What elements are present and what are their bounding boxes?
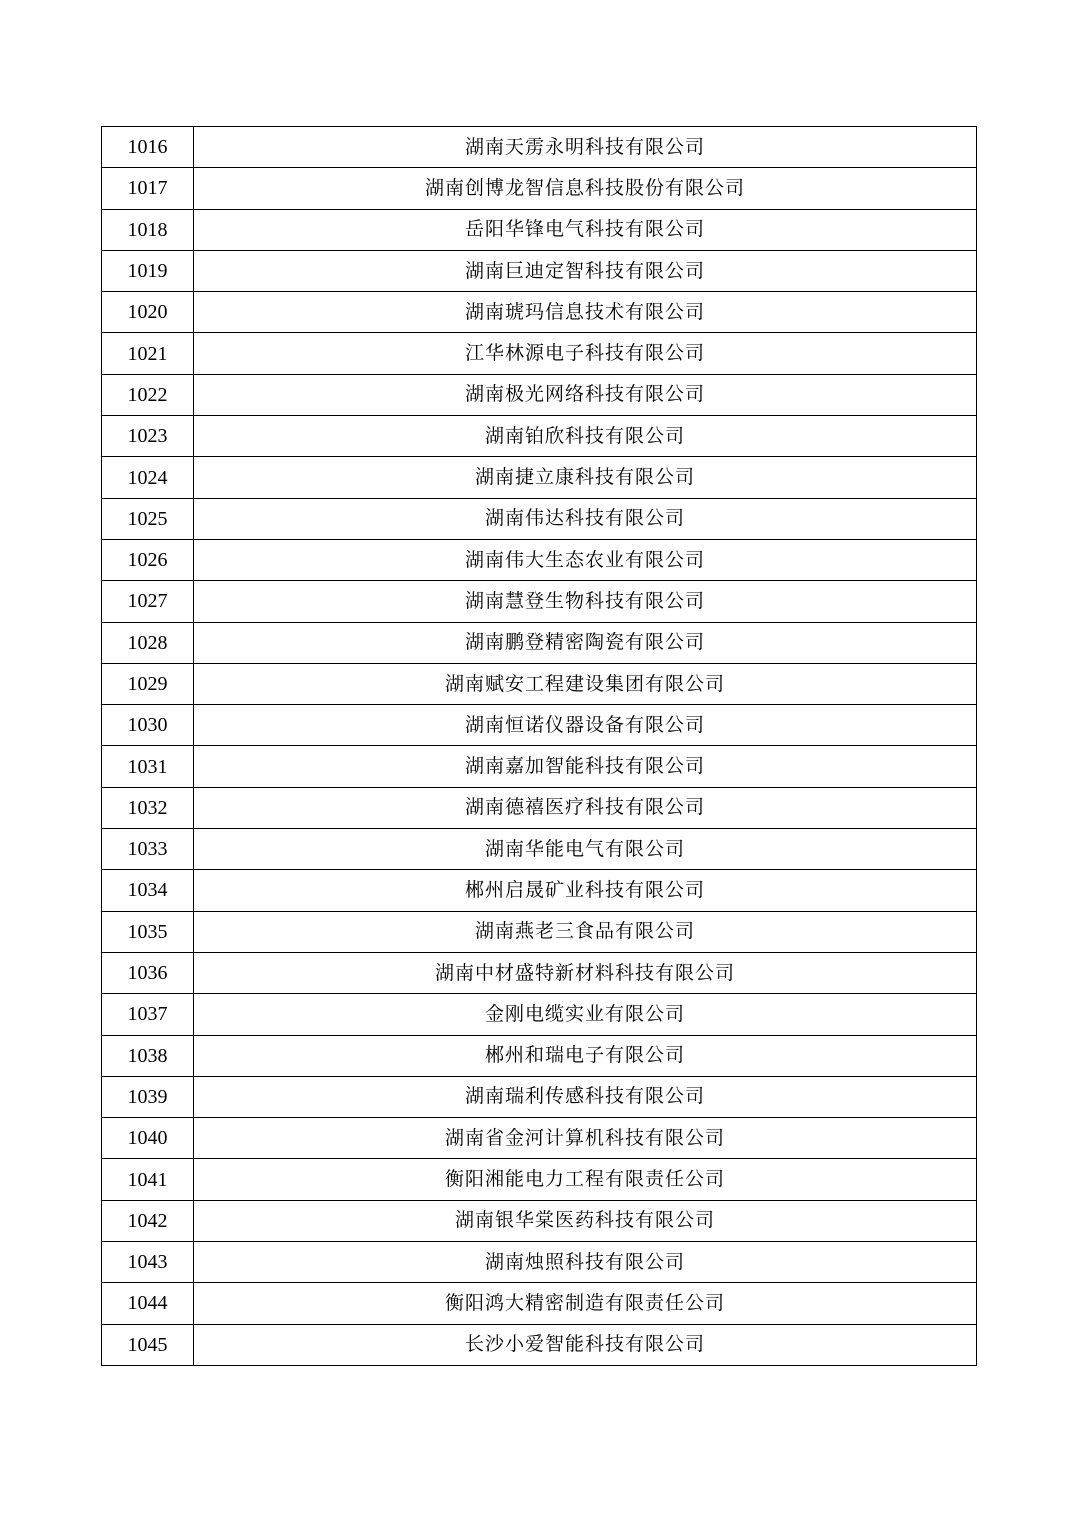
company-name: 湖南华能电气有限公司 <box>194 829 977 870</box>
row-number: 1030 <box>102 705 194 746</box>
company-name: 湖南赋安工程建设集团有限公司 <box>194 663 977 704</box>
company-name: 湖南中材盛特新材料科技有限公司 <box>194 952 977 993</box>
company-name: 湖南德禧医疗科技有限公司 <box>194 787 977 828</box>
row-number: 1027 <box>102 581 194 622</box>
row-number: 1040 <box>102 1118 194 1159</box>
row-number: 1031 <box>102 746 194 787</box>
company-name: 湖南创博龙智信息科技股份有限公司 <box>194 168 977 209</box>
company-name: 湖南慧登生物科技有限公司 <box>194 581 977 622</box>
company-name: 湖南银华棠医药科技有限公司 <box>194 1200 977 1241</box>
row-number: 1038 <box>102 1035 194 1076</box>
row-number: 1023 <box>102 416 194 457</box>
company-name: 金刚电缆实业有限公司 <box>194 994 977 1035</box>
row-number: 1039 <box>102 1076 194 1117</box>
company-name: 湖南铂欣科技有限公司 <box>194 416 977 457</box>
table-row <box>102 1283 977 1324</box>
company-name: 湖南鹏登精密陶瓷有限公司 <box>194 622 977 663</box>
table-body <box>102 127 977 1366</box>
company-list-table <box>101 126 977 1366</box>
table-row <box>102 911 977 952</box>
row-number: 1028 <box>102 622 194 663</box>
row-number: 1035 <box>102 911 194 952</box>
table-row <box>102 622 977 663</box>
table-row <box>102 663 977 704</box>
company-name: 湖南伟大生态农业有限公司 <box>194 539 977 580</box>
row-number: 1020 <box>102 292 194 333</box>
table-row <box>102 952 977 993</box>
company-name: 湖南烛照科技有限公司 <box>194 1242 977 1283</box>
row-number: 1018 <box>102 209 194 250</box>
table-row <box>102 539 977 580</box>
table-row <box>102 416 977 457</box>
company-name: 郴州启晟矿业科技有限公司 <box>194 870 977 911</box>
table-row <box>102 250 977 291</box>
company-name: 湖南巨迪定智科技有限公司 <box>194 250 977 291</box>
company-name: 湖南天雳永明科技有限公司 <box>194 127 977 168</box>
table-row <box>102 746 977 787</box>
table-row <box>102 1324 977 1365</box>
table-row <box>102 457 977 498</box>
table-row <box>102 870 977 911</box>
company-name: 岳阳华锋电气科技有限公司 <box>194 209 977 250</box>
company-name: 湖南燕老三食品有限公司 <box>194 911 977 952</box>
table-row <box>102 1200 977 1241</box>
table-row <box>102 581 977 622</box>
table-row <box>102 829 977 870</box>
table-row <box>102 994 977 1035</box>
row-number: 1029 <box>102 663 194 704</box>
company-name: 湖南省金河计算机科技有限公司 <box>194 1118 977 1159</box>
row-number: 1034 <box>102 870 194 911</box>
row-number: 1044 <box>102 1283 194 1324</box>
table-row <box>102 498 977 539</box>
row-number: 1041 <box>102 1159 194 1200</box>
row-number: 1019 <box>102 250 194 291</box>
row-number: 1037 <box>102 994 194 1035</box>
company-name: 江华林源电子科技有限公司 <box>194 333 977 374</box>
row-number: 1036 <box>102 952 194 993</box>
row-number: 1045 <box>102 1324 194 1365</box>
table-row <box>102 1076 977 1117</box>
row-number: 1016 <box>102 127 194 168</box>
company-name: 湖南捷立康科技有限公司 <box>194 457 977 498</box>
row-number: 1033 <box>102 829 194 870</box>
table-row <box>102 168 977 209</box>
row-number: 1025 <box>102 498 194 539</box>
table-row <box>102 1159 977 1200</box>
row-number: 1022 <box>102 374 194 415</box>
row-number: 1021 <box>102 333 194 374</box>
table-row <box>102 705 977 746</box>
row-number: 1024 <box>102 457 194 498</box>
row-number: 1042 <box>102 1200 194 1241</box>
table-row <box>102 374 977 415</box>
table-row <box>102 292 977 333</box>
table-row <box>102 209 977 250</box>
table-row <box>102 333 977 374</box>
company-name: 湖南嘉加智能科技有限公司 <box>194 746 977 787</box>
company-name: 湖南极光网络科技有限公司 <box>194 374 977 415</box>
row-number: 1017 <box>102 168 194 209</box>
table-row <box>102 1035 977 1076</box>
company-name: 郴州和瑞电子有限公司 <box>194 1035 977 1076</box>
company-name: 湖南伟达科技有限公司 <box>194 498 977 539</box>
row-number: 1026 <box>102 539 194 580</box>
row-number: 1043 <box>102 1242 194 1283</box>
company-name: 衡阳湘能电力工程有限责任公司 <box>194 1159 977 1200</box>
table-row <box>102 1242 977 1283</box>
company-name: 湖南琥玛信息技术有限公司 <box>194 292 977 333</box>
row-number: 1032 <box>102 787 194 828</box>
company-name: 湖南恒诺仪器设备有限公司 <box>194 705 977 746</box>
table-row <box>102 787 977 828</box>
table-row <box>102 1118 977 1159</box>
company-name: 衡阳鸿大精密制造有限责任公司 <box>194 1283 977 1324</box>
table-row <box>102 127 977 168</box>
company-name: 长沙小爱智能科技有限公司 <box>194 1324 977 1365</box>
company-name: 湖南瑞利传感科技有限公司 <box>194 1076 977 1117</box>
